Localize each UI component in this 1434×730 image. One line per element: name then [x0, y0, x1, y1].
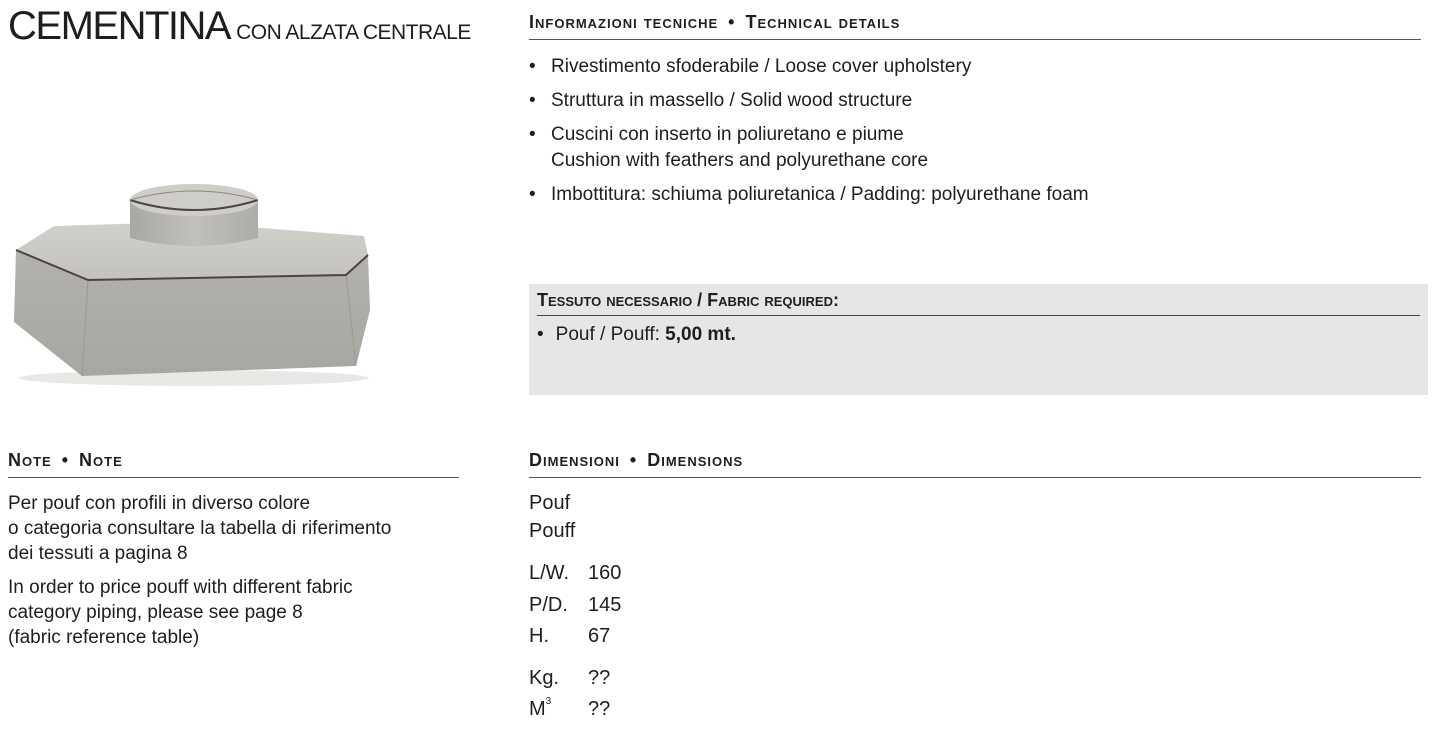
spec-text: Struttura in massello / Solid wood structure	[551, 90, 913, 111]
product-title	[8, 4, 471, 49]
dimension-value: 67	[588, 625, 611, 647]
fabric-item-label: Pouf / Pouff:	[555, 324, 660, 345]
dimension-row	[529, 667, 610, 690]
dimension-value: ??	[588, 698, 611, 720]
spec-text: Imbottitura: schiuma poliuretanica / Padding: polyurethane foam	[551, 184, 1089, 205]
note-text-en	[8, 575, 468, 650]
dimensions-heading	[529, 450, 1421, 478]
list-item	[529, 122, 1409, 174]
product-variant: CON ALZATA CENTRALE	[236, 21, 471, 44]
technical-heading-en: Technical details	[745, 12, 901, 32]
product-image	[6, 170, 382, 392]
bullet-icon: •	[529, 56, 536, 77]
dimension-value: 145	[588, 594, 622, 616]
dimensions-heading-it: Dimensioni	[529, 450, 620, 470]
list-item	[529, 182, 1409, 208]
dimension-label-base: M	[529, 698, 546, 720]
fabric-required-item	[537, 324, 736, 346]
spec-text: Rivestimento sfoderabile / Loose cover upholstery	[551, 56, 972, 77]
dimension-label: H.	[529, 625, 549, 647]
dimension-product-name-it: Pouf	[529, 492, 571, 514]
fabric-required-box	[529, 284, 1428, 395]
product-name: CEMENTINA	[8, 4, 231, 48]
spec-text: Cuscini con inserto in poliuretano e piume	[551, 124, 904, 145]
note-line: dei tessuti a pagina 8	[8, 543, 188, 564]
note-line: category piping, please see page 8	[8, 602, 303, 623]
technical-details-heading	[529, 12, 1421, 40]
dimension-label	[529, 698, 588, 721]
note-heading-en: Note	[79, 450, 123, 470]
heading-separator: •	[728, 12, 736, 32]
dimension-value: 160	[588, 562, 622, 584]
dimension-row	[529, 562, 621, 585]
dimension-product-name-en: Pouff	[529, 520, 576, 542]
dimension-row	[529, 698, 610, 721]
note-heading-it: Note	[8, 450, 52, 470]
technical-details-list	[529, 54, 1409, 216]
bullet-icon: •	[529, 90, 536, 111]
heading-separator: •	[61, 450, 70, 470]
note-text-it	[8, 491, 468, 566]
technical-heading-it: Informazioni tecniche	[529, 12, 719, 32]
dimension-row	[529, 625, 610, 648]
list-item	[529, 54, 1409, 80]
heading-separator: •	[629, 450, 638, 470]
bullet-icon: •	[529, 184, 536, 205]
note-line: Per pouf con profili in diverso colore	[8, 493, 311, 514]
note-heading	[8, 450, 459, 478]
dimension-label: L/W.	[529, 562, 570, 584]
dimensions-block	[529, 490, 829, 726]
fabric-required-heading: Tessuto necessario / Fabric required:	[537, 290, 1420, 316]
fabric-item-value: 5,00 mt.	[665, 324, 736, 345]
bullet-icon: •	[537, 324, 544, 345]
dimension-value: ??	[588, 667, 611, 689]
note-line: o categoria consultare la tabella di riferimento	[8, 518, 392, 539]
dimension-row	[529, 594, 621, 617]
dimension-label: Kg.	[529, 667, 560, 689]
bullet-icon: •	[529, 124, 536, 145]
dimension-label: P/D.	[529, 594, 568, 616]
spec-text-en: Cushion with feathers and polyurethane core	[551, 150, 929, 171]
note-line: In order to price pouff with different fabric	[8, 577, 353, 598]
note-line: (fabric reference table)	[8, 627, 200, 648]
list-item	[529, 88, 1409, 114]
dimension-label-superscript: 3	[545, 696, 552, 707]
dimensions-heading-en: Dimensions	[647, 450, 744, 470]
